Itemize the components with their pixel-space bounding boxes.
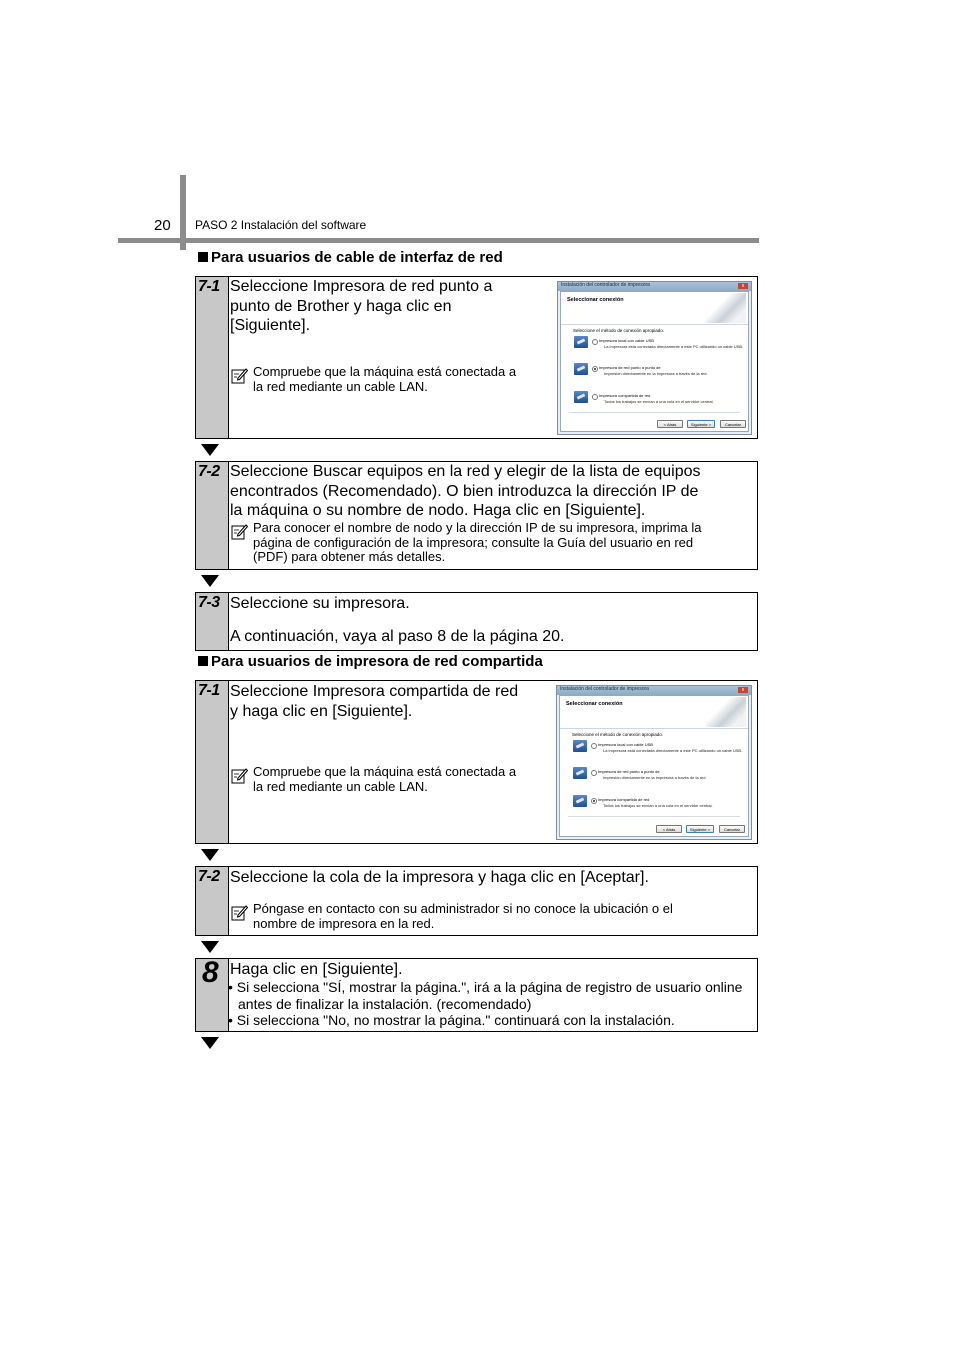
memo-note-icon: [231, 767, 248, 784]
step-label: 7-2: [198, 868, 220, 885]
close-icon: x: [738, 687, 748, 693]
down-arrow-icon: [201, 444, 219, 456]
cancel-button: Cancelar: [720, 420, 746, 428]
step-note: [230, 902, 755, 934]
cancel-button: Cancelar: [719, 825, 745, 833]
step-tab: [196, 867, 229, 935]
dialog-titlebar: Instalación del controlador de impresora x: [557, 686, 751, 695]
option-label: Impresora de red punto a punto de: [599, 365, 661, 370]
note-text: Compruebe que la máquina está conectada a la red mediante un cable LAN.: [253, 364, 517, 394]
radio-usb: [592, 339, 598, 345]
option-desc: La impresora está conectada directamente a este PC utilizando un cable USB.: [603, 748, 743, 753]
bullet-square-icon: [198, 656, 208, 666]
step-box-8: [195, 958, 758, 1032]
step-note: [230, 765, 530, 797]
memo-note-icon: [231, 904, 248, 921]
radio-peer-to-peer: [591, 770, 597, 776]
option-label: Impresora local con cable USB: [598, 742, 653, 747]
page-number: 20: [154, 217, 171, 234]
note-text: Para conocer el nombre de nodo y la dirección IP de su impresora, imprima la página de configuración de la impresora; consulte la Guía del usuario en red (PDF) para obtener más detalles.: [253, 520, 702, 564]
step-instruction: Seleccione Buscar equipos en la red y elegir de la lista de equipos encontrados (Recomendado). O bien introduzca la dirección IP de la máquina o su nombre de nodo. Haga clic en [Siguiente].: [230, 463, 701, 519]
step-tab: [196, 956, 229, 1031]
bullet-item: • Si selecciona "No, no mostrar la página." continuará con la instalación.: [228, 1012, 675, 1028]
usb-printer-icon: [574, 336, 588, 348]
option-label: Impresora de red punto a punto de: [598, 769, 660, 774]
section-heading-wired-network: Para usuarios de cable de interfaz de red: [198, 249, 503, 266]
dialog-prompt: Seleccione el método de conexión apropiado.: [573, 328, 665, 333]
step-title: PASO 2 Instalación del software: [195, 218, 367, 232]
step-instruction: Seleccione la cola de la impresora y haga clic en [Aceptar].: [230, 869, 649, 886]
step-box-7-2-shared: [195, 866, 758, 936]
step-tab: [196, 277, 229, 438]
step-tab: [196, 593, 229, 650]
radio-usb: [591, 743, 597, 749]
step-label: 7-3: [198, 594, 220, 611]
dialog-titlebar: Instalación del controlador de impresora x: [558, 282, 751, 291]
step-tab: [196, 681, 229, 843]
memo-note-icon: [231, 367, 248, 384]
shared-printer-icon: [574, 391, 588, 403]
step-label: 7-2: [198, 463, 220, 480]
step-box-7-2-wired: [195, 461, 758, 570]
step-label: 7-1: [198, 278, 220, 295]
down-arrow-icon: [201, 1037, 219, 1049]
step-tab: [196, 462, 229, 569]
radio-shared: [592, 394, 598, 400]
back-button: < Atrás: [656, 825, 682, 833]
step-bullets: [228, 979, 756, 1029]
step-label: 8: [202, 956, 219, 989]
step-box-7-1-wired: [195, 276, 758, 439]
down-arrow-icon: [201, 575, 219, 587]
divider: [569, 412, 740, 413]
step-box-7-1-shared: [195, 680, 758, 844]
step-instruction: Seleccione Impresora compartida de red y haga clic en [Siguiente].: [230, 683, 519, 720]
divider: [568, 816, 740, 817]
option-desc: Todos los trabajos se envían a una cola en el servidor central.: [603, 803, 713, 808]
step-note: [230, 365, 530, 397]
back-button: < Atrás: [657, 420, 683, 428]
dialog-heading: Seleccionar conexión: [566, 701, 623, 707]
dialog-body: [560, 291, 749, 432]
section-heading-shared-printer: Para usuarios de impresora de red compartida: [198, 653, 543, 670]
brother-logo-icon: [706, 697, 746, 727]
step-note: [230, 521, 755, 566]
dialog-screenshot-shared: [556, 685, 752, 840]
dialog-prompt: Seleccione el método de conexión apropiado.: [572, 732, 664, 737]
option-desc: Todos los trabajos se envían a una cola en el servidor central.: [604, 399, 714, 404]
step-instruction: Seleccione Impresora de red punto a punto de Brother y haga clic en [Siguiente].: [230, 278, 493, 334]
option-desc: La impresora está conectada directamente a este PC utilizando un cable USB.: [604, 344, 744, 349]
network-printer-icon: [574, 363, 588, 375]
radio-shared: [591, 798, 597, 804]
option-desc: Impresión directamente en la impresora a través de la red.: [604, 371, 708, 376]
header-horizontal-rule: [118, 238, 759, 243]
shared-printer-icon: [573, 795, 587, 807]
dialog-heading: Seleccionar conexión: [567, 297, 624, 303]
bullet-square-icon: [198, 252, 208, 262]
dialog-screenshot-peer-to-peer: [557, 281, 752, 435]
option-desc: Impresión directamente en la impresora a través de la red.: [603, 775, 707, 780]
next-button: Siguiente >: [686, 825, 714, 833]
note-text: Compruebe que la máquina está conectada a la red mediante un cable LAN.: [253, 764, 517, 794]
option-label: Impresora local con cable USB: [599, 338, 654, 343]
radio-peer-to-peer: [592, 366, 598, 372]
memo-note-icon: [231, 523, 248, 540]
next-button: Siguiente >: [687, 420, 715, 428]
option-label: Impresora compartida de red: [598, 797, 650, 802]
step-instruction-continue: A continuación, vaya al paso 8 de la página 20.: [230, 628, 565, 645]
step-box-7-3: [195, 592, 758, 651]
brother-logo-icon: [706, 293, 746, 323]
step-instruction: Haga clic en [Siguiente].: [230, 961, 403, 978]
step-instruction: Seleccione su impresora.: [230, 595, 410, 612]
usb-printer-icon: [573, 740, 587, 752]
down-arrow-icon: [201, 849, 219, 861]
down-arrow-icon: [201, 941, 219, 953]
close-icon: x: [738, 283, 748, 289]
network-printer-icon: [573, 767, 587, 779]
note-text: Póngase en contacto con su administrador si no conoce la ubicación o el nombre de impresora en la red.: [253, 901, 673, 931]
dialog-body: [559, 695, 749, 837]
bullet-item: • Si selecciona "SÍ, mostrar la página.", irá a la página de registro de usuario online antes de finalizar la instalación. (recomendado): [228, 979, 743, 1012]
option-label: Impresora compartida de red: [599, 393, 651, 398]
step-label: 7-1: [198, 682, 220, 699]
